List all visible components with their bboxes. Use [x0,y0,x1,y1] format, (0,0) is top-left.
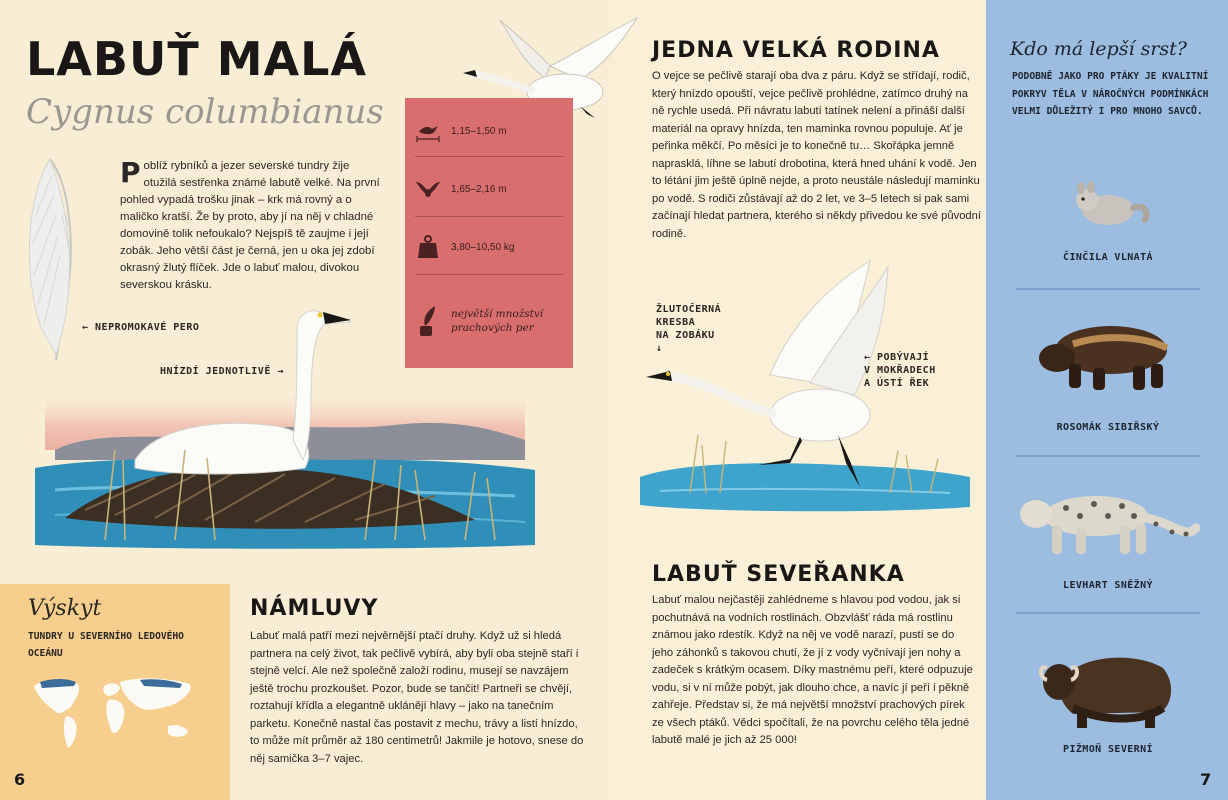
world-map-icon [30,672,200,752]
length-value: 1,15–1,50 m [451,125,507,137]
stats-divider [415,156,563,157]
snow-leopard-illustration [1016,482,1200,562]
stats-divider [415,216,563,217]
animal-card [1016,176,1200,276]
sidebar-text: PODOBNĚ JAKO PRO PTÁKY JE KVALITNÍ POKRYV TĚLA V NÁROČNÝCH PODMÍNKÁCH VELMI DŮLEŽITÝ I PRO MNOHO SAVCŮ. [1012,71,1209,117]
range-text: TUNDRY U SEVERNÍHO LEDOVÉHO OCEÁNU [28,631,184,659]
stats-divider [415,274,563,275]
wingspan-row [405,174,573,204]
family-heading: JEDNA VELKÁ RODINA [652,38,940,63]
page-number-right: 7 [1200,770,1212,789]
northern-swan-text: Labuť malou nejčastěji zahlédneme s hlavou pod vodou, jak si pochutnává na vodních rostlinách. Obzvlášť ráda má rostlinu známou jako rdestík. Když na něj ve vodě narazí, pustí se do jeho záhonků s takovou chutí, že jí z vody vyčnívají jen nohy a zadeček s krátkým ocasem. Díky mastnému peří, které odpuzuje vodu, si v ní může pobýt, jak dlouho chce, a navíc jí peří i pěkně zahřeje. Představ si, že má největší množství prachových pírek ze všech ptáků. Vědci spočítali, že na povrchu celého těla jedné labutě malé je jich až 25 000! [652,594,973,746]
weight-icon [417,234,439,260]
range-title: Výskyt [28,596,102,621]
animal-name: PIŽMOŇ SEVERNÍ [1063,744,1153,755]
animal-card [1016,636,1200,766]
latin-name: Cygnus columbianus [26,92,384,132]
courtship-heading: NÁMLUVY [250,596,379,621]
animal-name: LEVHART SNĚŽNÝ [1063,580,1153,591]
page-number-left: 6 [14,770,26,789]
intro-text: oblíž rybníků a jezer severské tundry žije otužilá sestřenka známé labutě velké. Na první pohled vypadá trošku jinak – krk má rovný a o maličko kratší. Že by proto, aby jí na něj v chladné domovině tolik nefoukalo? Nejspíš tě zaujme i její zobák. Jeho větší část je černá, jen u oka jej zdobí okrasný žlutý flíček. Jde o labuť malou, divokou severskou krásku. [120,160,380,291]
sidebar-divider [1016,455,1200,457]
wingspan-icon [415,178,441,200]
length-row [405,116,573,146]
sidebar-title: Kdo má lepší srst? [1010,38,1187,60]
intro-paragraph [120,158,382,294]
page-title: LABUŤ MALÁ [26,32,368,86]
chinchilla-illustration [1063,180,1153,230]
muskox-illustration [1033,642,1183,732]
swan-takeoff-illustration [640,255,970,525]
animal-card [1016,310,1200,440]
animal-name: ČINČILA VLNATÁ [1063,252,1153,263]
sidebar-divider [1016,612,1200,614]
feather-label: ← NEPROMOKAVÉ PERO [82,322,200,333]
family-text: O vejce se pečlivě starají oba dva z páru. Když se střídají, rodič, který hnízdo opouští, vejce pečlivě prohlédne, zatímco druhý na ně rychle usedá. Při návratu labutí tatínek nelení a přináší další materiál na opravy hnízda, ten maminka rovnou populuje. Ať je peřinka měkčí. Po měsíci je to konečně tu… Skořápka jemně naprasklá, líhne se labutí drobotina, která hned uhání k vodě. Jen to létání jim ještě úplně nejde, a proto neustále následují maminku po vodě. S rodiči zůstávají až do 2 let, ve 3–5 letech si pak sami začínají hledat partnera, kterého si někdy přivedou ke své původní rodině. [652,70,981,240]
weight-row [405,232,573,262]
wolverine-illustration [1033,314,1183,394]
beak-label: ŽLUTOČERNÁ KRESBA NA ZOBÁKU ↓ [656,304,722,354]
wingspan-value: 1,65–2,16 m [451,183,507,195]
bird-length-icon [415,120,441,142]
swan-nest-illustration [35,300,535,550]
animal-card [1016,478,1200,608]
northern-swan-heading: LABUŤ SEVEŘANKA [652,562,905,587]
feathers-value: největší množství prachových per [451,308,544,334]
courtship-text: Labuť malá patří mezi nejvěrnější ptačí druhy. Když už si hledá partnera na celý život, tak pečlivě vybírá, aby byli oba stejně staří i stejně velcí. Ale než společně založí rodinu, musejí se navzájem ještě trochu prozkoušet. Pozor, bude se tančit! Partneři se chvějí, roztahují křídla a elegantně uklánějí hlavy – jako na tanečním parketu. Konečně nastal čas postavit z mechu, trávy a listí hnízdo, to může mít průměr až 180 centimetrů! Jakmile je hotovo, snese do něj samička 3–7 vajec. [250,630,584,765]
nesting-label: HNÍZDÍ JEDNOTLIVĚ → [160,366,284,377]
sidebar-divider [1016,288,1200,290]
dropcap: P [120,156,141,189]
weight-value: 3,80–10,50 kg [451,241,515,253]
wetlands-label: ← POBÝVAJÍ V MOKŘADECH A ÚSTÍ ŘEK [864,352,936,389]
animal-name: ROSOMÁK SIBIŘSKÝ [1056,422,1160,433]
